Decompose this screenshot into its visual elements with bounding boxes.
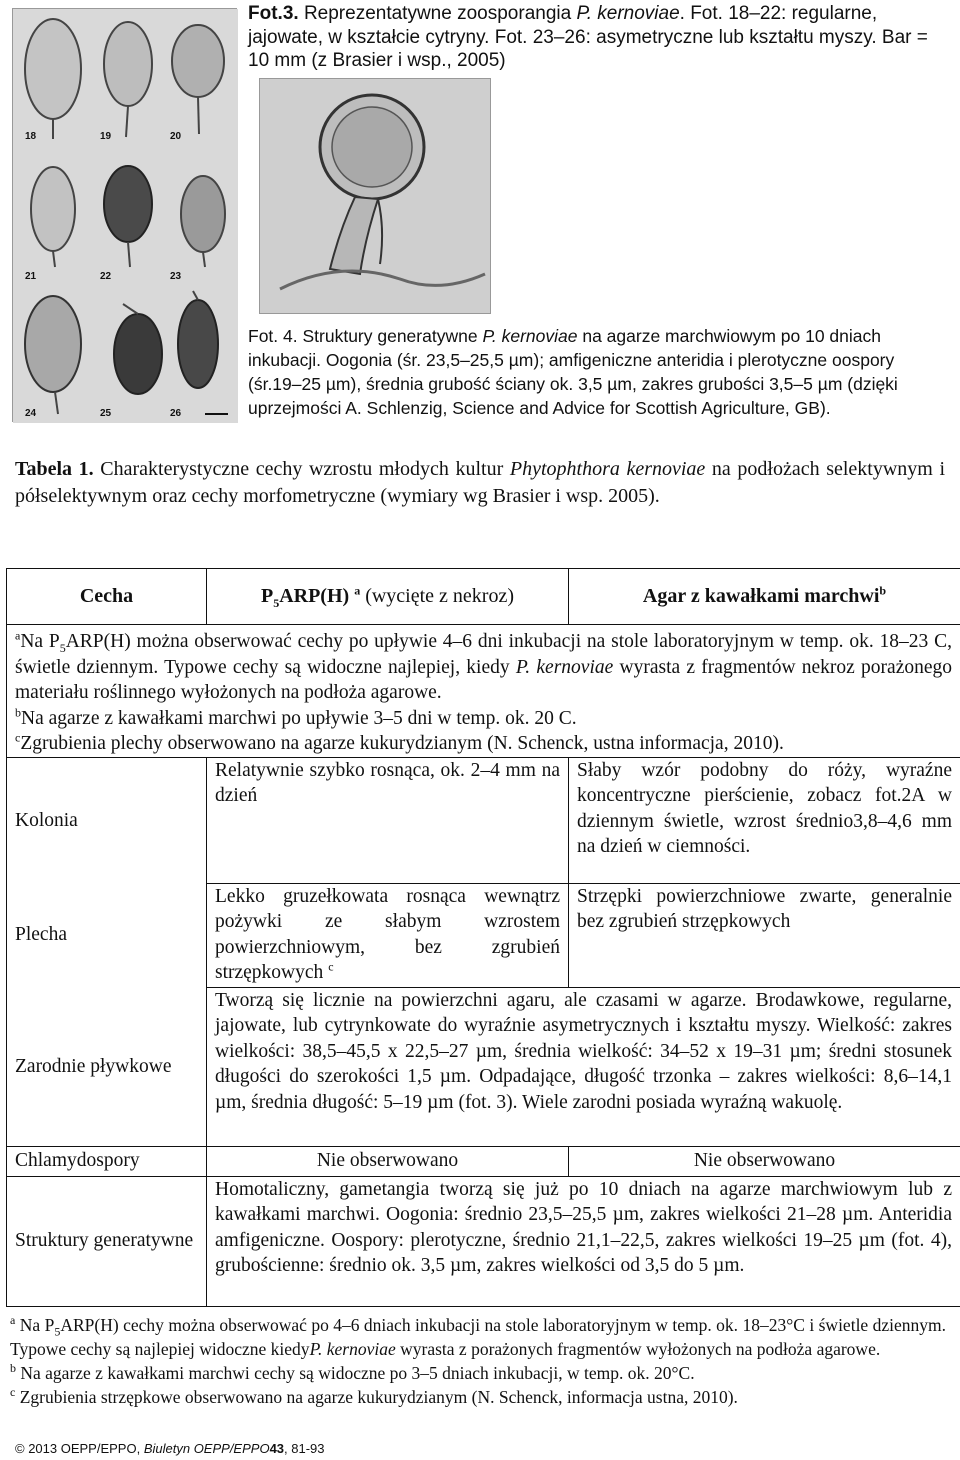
panel-label-26: 26	[170, 408, 182, 419]
panel-label-24: 24	[25, 408, 37, 419]
table-footnotes	[10, 1313, 946, 1409]
header-p5arph: $P_5ARP(H)$ $^a$ (wycięte z nekroz)	[207, 569, 569, 625]
row-label-chlamydospory: Chlamydospory	[7, 1146, 207, 1176]
copyright-line: © 2013 OEPP/EPPO, Biuletyn OEPP/EPPO43, 81-93	[15, 1441, 325, 1456]
row-zarodnie-merged: Tworzą się licznie na powierzchni agaru, ale czasami w agarze. Brodawkowe, regularne, jajowate, lub cytrynkowate do wyraźnie asymetrycznych i kształtu myszy. Wielkość: zakres wielkości: 38,5–45,5 x 22,5–27 µm, średnia wielkość: 34–52 x 19–31 µm; średni stosunek długości do szerokości 1,5 µm. Odpadające, długość trzonka – zakres wielkości: 8,6–14,1 µm, średnia długość: 5–19 µm (fot. 3). Wiele zarodni posiada wyraźną wakuolę.	[207, 987, 960, 1146]
footnote-b: $^b$ Na agarze z kawałkami marchwi cechy są widoczne po 3–5 dniach inkubacji, w temp. ok. 20°C.	[10, 1361, 695, 1383]
oogonium-photo	[259, 78, 491, 314]
panel-label-22: 22	[100, 271, 112, 282]
row-chlamydospory-agar: Nie obserwowano	[569, 1146, 960, 1176]
note-a: $^a$Na $P_5ARP(H)$ można obserwować cechy po upływie 4–6 dni inkubacji na stole laboratoryjnym w temp. ok. 18–23 C, świetle dziennym. Typowe cechy są widoczne najlepiej, kiedy P. kernoviae wyrasta z fragmentów nekroz porażonego materiału roślinnego wyłożonych na podłoża agarowe.	[15, 628, 953, 703]
note-c: $^c$Zgrubienia plechy obserwowano na agarze kukurydzianym (N. Schenck, ustna informacja, 2010).	[15, 730, 784, 754]
row-label-kolonia: Kolonia	[7, 757, 207, 883]
sporangia-photo-grid	[12, 8, 237, 422]
table-row	[7, 1146, 960, 1176]
row-kolonia-p5arph: Relatywnie szybko rosnąca, ok. 2–4 mm na dzień	[207, 757, 569, 883]
table-header-row	[7, 569, 960, 625]
panel-label-25: 25	[100, 408, 112, 419]
row-label-zarodnie: Zarodnie pływkowe	[7, 987, 207, 1146]
row-plecha-p5arph: Lekko gruzełkowata rosnąca wewnątrz pożywki ze słabym wzrostem powierzchniowym, bez zgrubień strzępkowych $^c$	[207, 883, 569, 987]
panel-label-20: 20	[170, 131, 182, 142]
panel-label-19: 19	[100, 131, 112, 142]
footnote-c: $^c$ Zgrubienia strzępkowe obserwowano na agarze kukurydzianym (N. Schenck, informacja ustna, 2010).	[10, 1385, 738, 1407]
table-row	[7, 883, 960, 987]
panel-label-23: 23	[170, 271, 182, 282]
row-struktury-merged: Homotaliczny, gametangia tworzą się już po 10 dniach na agarze marchwiowym lub z kawałkami marchwi. Oogonia: średnio 23,5–25,5 µm, zakres wielkości 21–28 µm. Anteridia amfigeniczne. Oospory: plerotyczne, średnio 21,1–22,5, zakres wielkości 19–25 µm (fot. 4), grubościenne: średnio ok. 3,5 µm, zakres wielkości od 3,5 do 5 µm.	[207, 1176, 960, 1306]
figure-4-label: Fot. 4.	[248, 326, 298, 346]
figure-4-caption: Fot. 4. Struktury generatywne P. kernoviae na agarze marchwiowym po 10 dniach inkubacji. Oogonia (śr. 23,5–25,5 µm); amfigeniczne anteridia i plerotyczne oospory (śr.19–25 µm), średnia grubość ściany ok. 3,5 µm, zakres grubości 3,5–5 µm (dzięki uprzejmości A. Schlenzig, Science and Advice for Scottish Agriculture, GB).	[248, 326, 898, 418]
row-plecha-agar: Strzępki powierzchniowe zwarte, generalnie bez zgrubień strzępkowych	[569, 883, 960, 987]
row-label-struktury: Struktury generatywne	[7, 1176, 207, 1306]
table-row	[7, 1176, 960, 1306]
table-notes	[7, 625, 960, 758]
footnote-a: $^a$ Na $P_5ARP(H)$ cechy można obserwować po 4–6 dniach inkubacji na stole laboratoryjnym w temp. ok. 18–23°C i świetle dziennym. Typowe cechy są najlepiej widoczne kiedyP. kernoviae wyrasta z porażonych fragmentów wyłożonych na podłoża agarowe.	[10, 1313, 947, 1359]
oogonium-illustration	[260, 79, 490, 313]
sporangia-photo-illustration	[13, 9, 238, 423]
note-b: $^b$Na agarze z kawałkami marchwi po upływie 3–5 dni w temp. ok. 20 C.	[15, 705, 577, 729]
figure-3-label: Fot.3.	[248, 3, 299, 24]
characteristics-table	[6, 568, 960, 1307]
panel-label-18: 18	[25, 131, 37, 142]
table-row	[7, 757, 960, 883]
row-label-plecha: Plecha	[7, 883, 207, 987]
header-agar-marchwi: Agar z kawałkami marchwi$^b$	[569, 569, 960, 625]
row-chlamydospory-p5arph: Nie obserwowano	[207, 1146, 569, 1176]
panel-label-21: 21	[25, 271, 37, 282]
table-notes-row	[7, 625, 960, 758]
table-row	[7, 987, 960, 1146]
header-cecha: Cecha	[7, 569, 207, 625]
table-label: Tabela 1.	[15, 458, 94, 480]
table-caption: Tabela 1. Charakterystyczne cechy wzrostu młodych kultur Phytophthora kernoviae na podłożach selektywnym i półselektywnym oraz cechy morfometryczne (wymiary wg Brasier i wsp. 2005).	[15, 458, 946, 507]
figure-3-caption: Fot.3. Reprezentatywne zoosporangia P. kernoviae. Fot. 18–22: regularne, jajowate, w kształcie cytryny. Fot. 23–26: asymetryczne lub kształtu myszy. Bar = 10 mm (z Brasier i wsp., 2005)	[248, 3, 928, 71]
row-kolonia-agar: Słaby wzór podobny do róży, wyraźne koncentryczne pierścienie, zobacz fot.2A w dziennym świetle, wzrost średnio3,8–4,6 mm na dzień w ciemności.	[569, 757, 960, 883]
